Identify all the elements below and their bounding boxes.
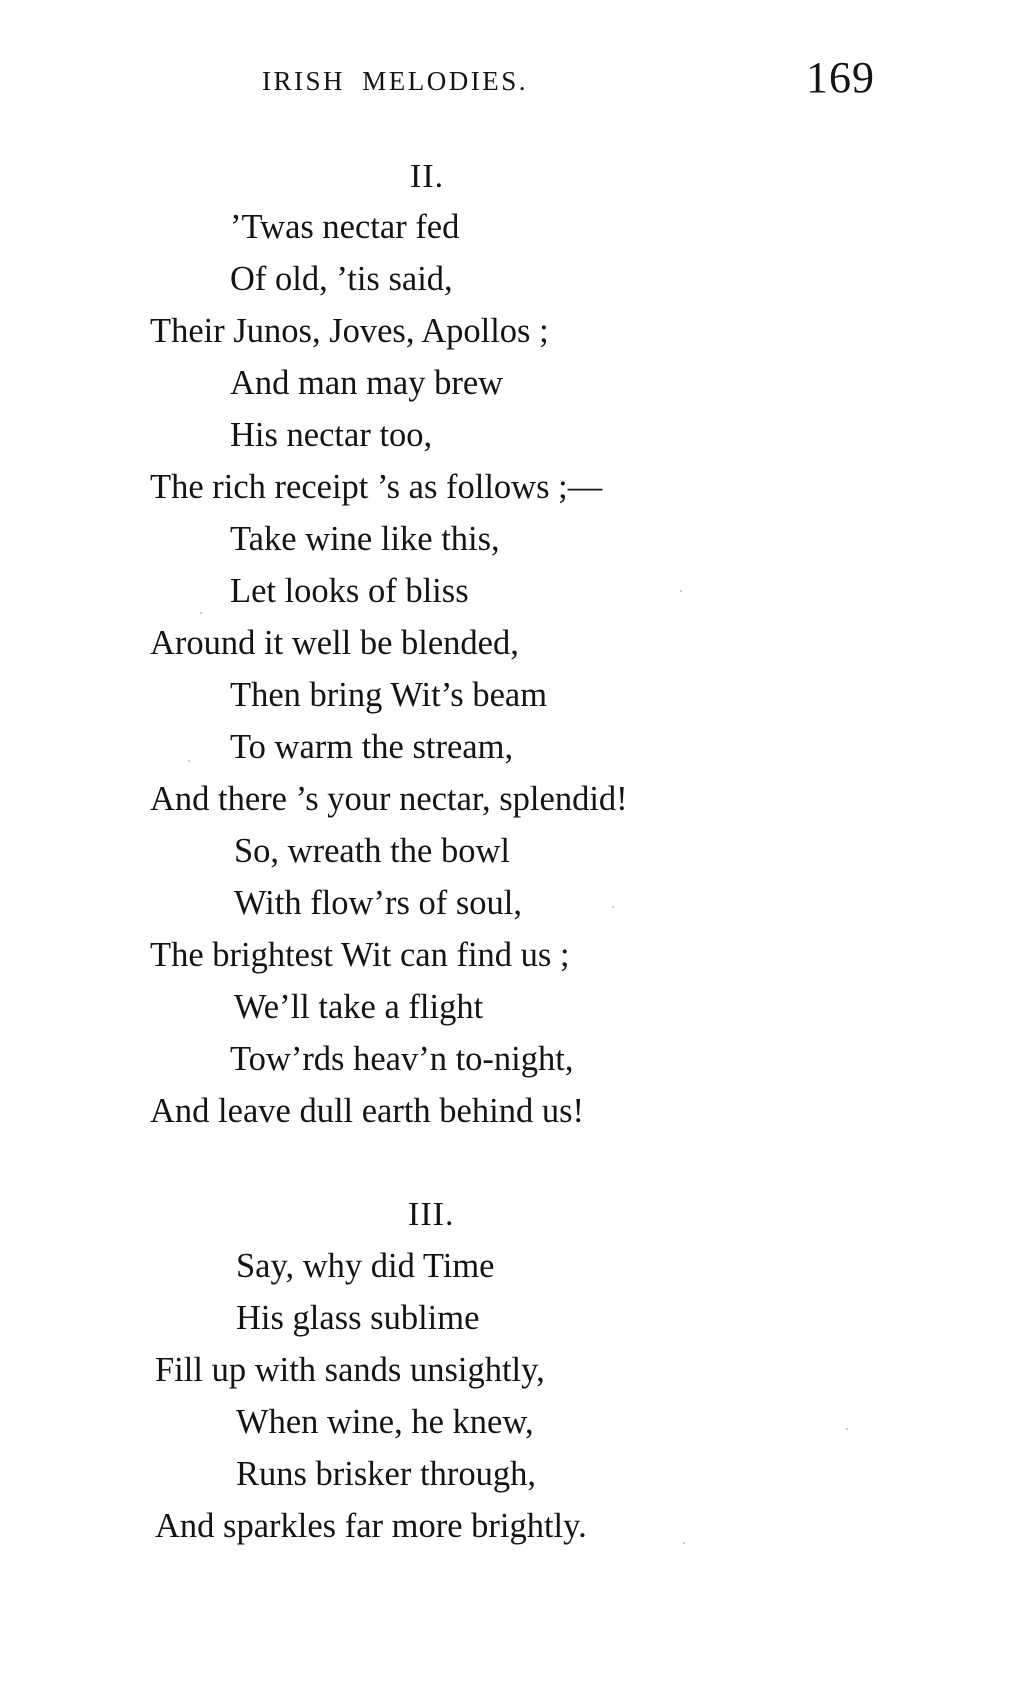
verse-line: Take wine like this, [230,520,500,558]
verse-line: Then bring Wit’s beam [230,676,548,714]
verse-line: With flow’rs of soul, [234,884,522,922]
verse-line: We’ll take a flight [234,988,484,1026]
verse-line: The brightest Wit can find us ; [150,936,570,974]
verse-line: And sparkles far more brightly. [155,1507,587,1545]
verse-line: Say, why did Time [236,1247,495,1285]
verse-line: Let looks of bliss [230,572,469,610]
verse-line: Fill up with sands unsightly, [155,1351,545,1389]
scan-speck [680,590,682,592]
verse-line: ’Twas nectar fed [230,208,460,246]
verse-line: Runs brisker through, [236,1455,536,1493]
scan-speck [200,612,202,614]
verse-line: His glass sublime [236,1299,480,1337]
verse-line: And man may brew [230,364,504,402]
verse-line: Of old, ’tis said, [230,260,453,298]
verse-line: His nectar too, [230,416,433,454]
verse-line: Around it well be blended, [150,624,519,662]
running-title: IRISH MELODIES. [262,66,528,96]
verse-line: And there ’s your nectar, splendid! [150,780,628,818]
verse-line: To warm the stream, [230,728,514,766]
page-number: 169 [806,53,875,102]
stanza-number: III. [408,1196,455,1233]
stanza-number: II. [410,158,445,195]
scan-speck [612,906,614,908]
scan-speck [188,760,190,762]
verse-line: So, wreath the bowl [234,832,510,870]
verse-line: Their Junos, Joves, Apollos ; [150,312,549,350]
verse-line: When wine, he knew, [236,1403,534,1441]
scan-speck [846,1428,848,1430]
verse-line: And leave dull earth behind us! [150,1092,584,1130]
verse-line: The rich receipt ’s as follows ;— [150,468,603,506]
verse-line: Tow’rds heav’n to-night, [230,1040,574,1078]
scan-speck [683,1542,685,1544]
